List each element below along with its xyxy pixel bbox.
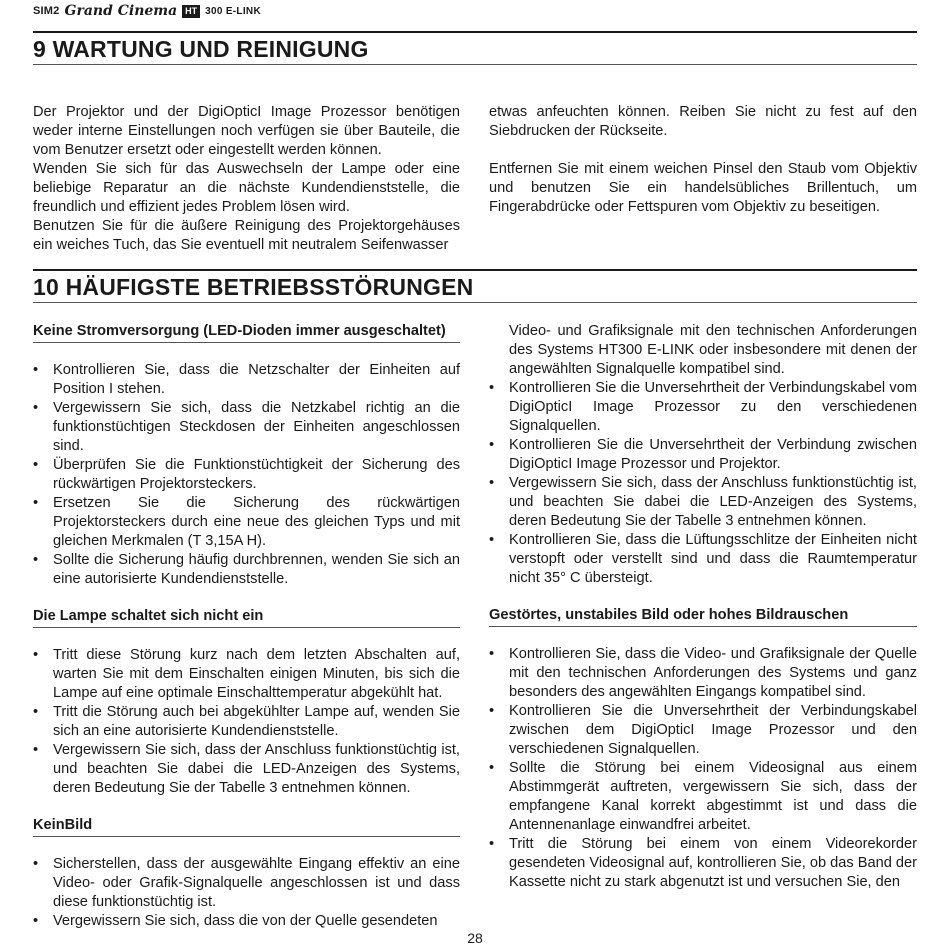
list-item: • Sollte die Störung bei einem Videosignal aus einem Abstimmgerät auftreten, vergewissern Sie sich, dass der empfangene Kanal korrekt abgestimmt ist und dass die Antennenanlage einwandfrei arbeitet. (489, 759, 917, 835)
list-item: • Vergewissern Sie sich, dass die von der Quelle gesendeten (33, 912, 460, 931)
brand-grand-cinema-logo: Grand Cinema (64, 3, 178, 19)
continuation-text: Video- und Grafiksignale mit den technischen Anforderungen des Systems HT300 E-LINK oder insbesondere mit denen der angewählten Signalquelle kompatibel sind. (509, 323, 917, 377)
continuation-list (489, 379, 917, 588)
list-item: • Ersetzen Sie die Sicherung des rückwärtigen Projektorsteckers durch eine neue des gleichen Typs und mit gleichen Merkmalen (T 3,15A H). (33, 494, 460, 551)
paragraph: Wenden Sie sich für das Auswechseln der Lampe oder eine beliebige Reparatur an die nächste Kundendienststelle, die freundlich und effizient jedes Problem lösen wird. (33, 161, 460, 215)
no-power-list (33, 361, 460, 589)
list-item: • Tritt diese Störung kurz nach dem letzten Abschalten auf, warten Sie mit dem Einschalten einigen Minuten, bis sich die Lampe auf eine optimale Einschalttemperatur abgekühlt hat. (33, 646, 460, 703)
paragraph: Benutzen Sie für die äußere Reinigung des Projektorgehäuses ein weiches Tuch, das Sie eventuell mit neutralem Seifenwasser (33, 218, 460, 253)
page-number: 28 (467, 930, 483, 946)
section-9-left-column (33, 103, 460, 255)
list-item: • Vergewissern Sie sich, dass die Netzkabel richtig an die funktionstüchtigen Steckdosen der Einheiten angeschlossen sind. (33, 399, 460, 456)
brand-header (33, 3, 261, 19)
list-item: • Tritt die Störung auch bei abgekühlter Lampe auf, wenden Sie sich an eine autorisierte Kundendienststelle. (33, 703, 460, 741)
list-item: • Kontrollieren Sie, dass die Video- und Grafiksignale der Quelle mit den technischen Anforderungen des Systems und ganz besonders des angewählten Eingangs kompatibel sind. (489, 645, 917, 702)
subheading-lamp: Die Lampe schaltet sich nicht ein (33, 607, 460, 628)
list-item: • Vergewissern Sie sich, dass der Anschluss funktionstüchtig ist, und beachten Sie dabei die LED-Anzeigen des Systems, deren Bedeutung Sie der Tabelle 3 entnehmen können. (33, 741, 460, 798)
list-item: • Kontrollieren Sie, dass die Lüftungsschlitze der Einheiten nicht verstopft oder verstellt sind und dass die Raumtemperatur nicht 35° C übersteigt. (489, 531, 917, 588)
section-9-title: 9 WARTUNG UND REINIGUNG (33, 31, 917, 65)
paragraph: etwas anfeuchten können. Reiben Sie nicht zu fest auf den Siebdrucken der Rückseite. (489, 104, 917, 139)
brand-sim2-logo: SIM2 (33, 5, 60, 17)
lamp-list (33, 646, 460, 798)
section-10-left-column (33, 322, 460, 931)
subheading-disturbed-image: Gestörtes, unstabiles Bild oder hohes Bildrauschen (489, 606, 917, 627)
list-item: • Kontrollieren Sie die Unversehrtheit der Verbindungskabel vom DigiOpticI Image Prozessor zu den verschiedenen Signalquellen. (489, 379, 917, 436)
list-item: • Tritt die Störung bei einem von einem Videorekorder gesendeten Videosignal auf, kontrollieren Sie, ob das Band der Kassette nicht zu stark abgenutzt ist und versuchen Sie, den (489, 835, 917, 892)
section-10-right-column (489, 322, 917, 892)
list-item: • Kontrollieren Sie die Unversehrtheit der Verbindung zwischen DigiOpticI Image Prozessor und Projektor. (489, 436, 917, 474)
disturbed-image-list (489, 645, 917, 892)
section-9-right-column (489, 103, 917, 217)
brand-model-text: 300 E-LINK (205, 5, 261, 17)
no-image-list (33, 855, 460, 931)
subheading-no-power: Keine Stromversorgung (LED-Dioden immer ausgeschaltet) (33, 322, 460, 343)
section-10-title: 10 HÄUFIGSTE BETRIEBSSTÖRUNGEN (33, 269, 917, 303)
brand-ht-badge: HT (182, 5, 200, 18)
list-item: • Kontrollieren Sie, dass die Netzschalter der Einheiten auf Position I stehen. (33, 361, 460, 399)
list-item: • Kontrollieren Sie die Unversehrtheit der Verbindungskabel zwischen dem DigiOpticI Image Prozessor und den verschiedenen Signalquellen. (489, 702, 917, 759)
subheading-no-image: KeinBild (33, 816, 460, 837)
list-item: • Vergewissern Sie sich, dass der Anschluss funktionstüchtig ist, und beachten Sie dabei die LED-Anzeigen des Systems, deren Bedeutung Sie der Tabelle 3 entnehmen können. (489, 474, 917, 531)
paragraph: Der Projektor und der DigiOpticI Image Prozessor benötigen weder interne Einstellungen noch verfügen sie über Bauteile, die vom Benutzer ersetzt oder eingestellt werden können. (33, 104, 460, 158)
list-item: • Sicherstellen, dass der ausgewählte Eingang effektiv an eine Video- oder Grafik-Signalquelle angeschlossen ist und dass diese funktionstüchtig ist. (33, 855, 460, 912)
list-item: • Überprüfen Sie die Funktionstüchtigkeit der Sicherung des rückwärtigen Projektorsteckers. (33, 456, 460, 494)
list-item: • Sollte die Sicherung häufig durchbrennen, wenden Sie sich an eine autorisierte Kundendienststelle. (33, 551, 460, 589)
paragraph: Entfernen Sie mit einem weichen Pinsel den Staub vom Objektiv und benutzen Sie ein handelsübliches Brillentuch, um Fingerabdrücke oder Fettspuren vom Objektiv zu beseitigen. (489, 161, 917, 215)
